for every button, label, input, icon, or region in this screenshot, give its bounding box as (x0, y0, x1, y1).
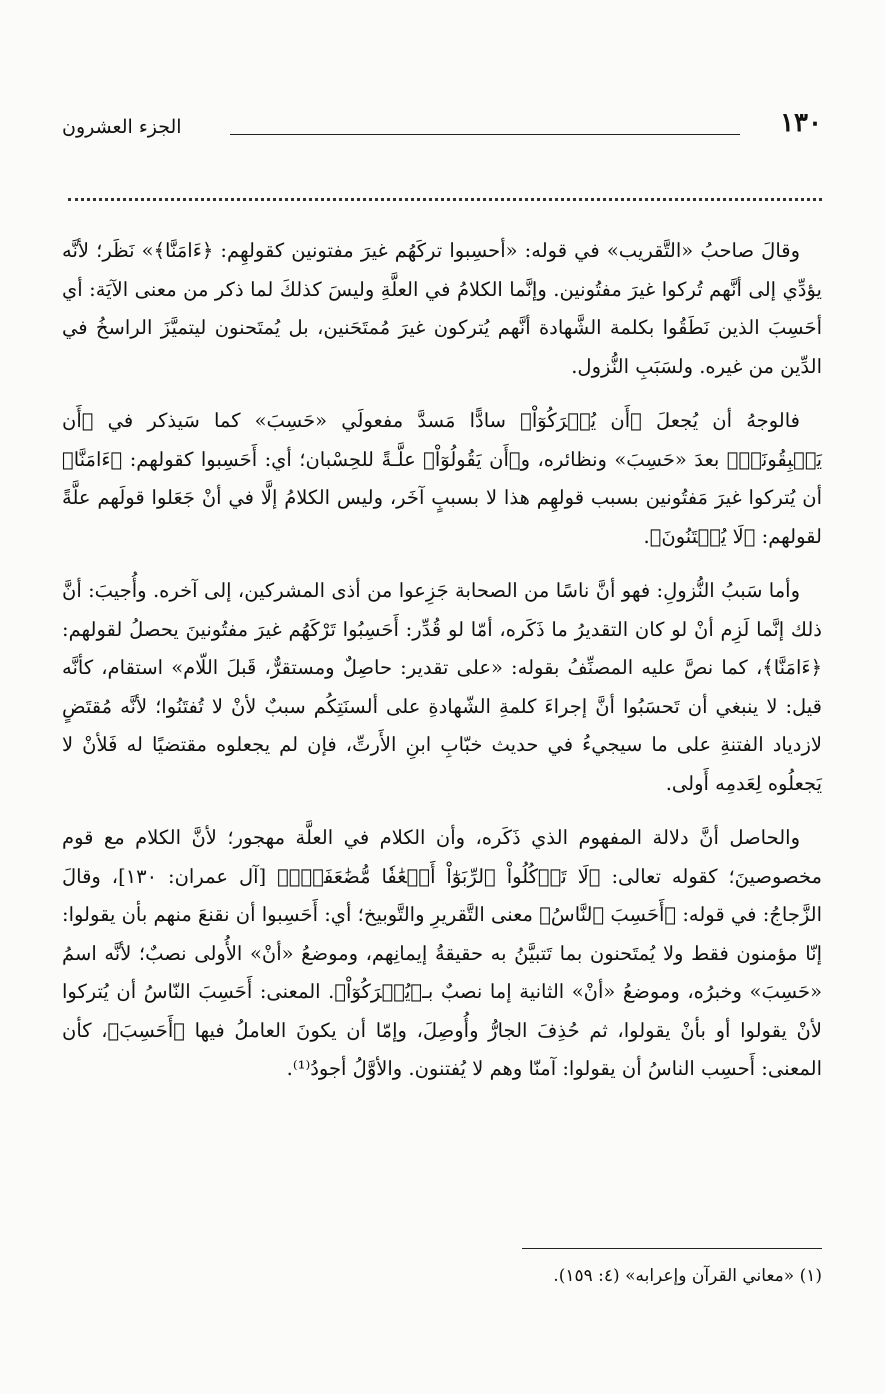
book-page (62, 0, 822, 1394)
paragraph: وقالَ صاحبُ «التَّقريب» في قوله: «أحسِبوا تركَهُم غيرَ مفتونين كقولهِم: ﴿ءَامَنَّا﴾» نَظَر؛ لأنَّه يؤدِّي إلى أنَّهم تُركوا غيرَ مفتُونين. وإنَّما الكلامُ في العلَّةِ وليسَ كذلكَ لما ذكر من معنى الآيَة: أي أحَسِبَ الذين نَطَقُوا بكلمة الشَّهادة أنَّهم يُتركون غيرَ مُمتَحَنين، بل يُمتَحنون ليتميَّزَ الراسخُ في الدِّين من غيره. ولسَبَبِ النُّزول. (62, 239, 822, 378)
page-number: ١٣٠ (780, 108, 822, 138)
paragraph: والحاصل أنَّ دلالة المفهوم الذي ذَكَره، وأن الكلام في العلَّة مهجور؛ لأنَّ الكلام مع قوم مخصوصينَ؛ كقوله تعالى: ﴿لَا تَأۡكُلُواْ ٱلرِّبَوٰٓاْ أَضۡعَٰفٗا مُّضَٰعَفَةٗۖ﴾ [آل عمران: ١٣٠]، وقالَ الزَّجاجُ: في قوله: ﴿أَحَسِبَ ٱلنَّاسُ﴾ معنى التَّقريرِ والتَّوبيخ؛ أي: أَحَسِبوا أن نقنعَ منهم بأن يقولوا: إنّا مؤمنون فقط ولا يُمتَحنون بما تَتبيَّنُ به حقيقةُ إيمانِهم، وموضعُ «أنْ» الأُولى نصبٌ؛ لأنَّه اسمُ «حَسِبَ» وخبرُه، وموضعُ «أنْ» الثانية إما نصبٌ بـ﴿يُتۡرَكُوٓاْ﴾. المعنى: أَحَسِبَ النّاسُ أن يُتركوا لأنْ يقولوا أو بأنْ يقولوا، ثم حُذِفَ الجارُّ وأُوصِلَ، وإمّا أن يكونَ العاملُ فيها ﴿أَحَسِبَ﴾، كأن المعنى: أَحسِب الناسُ أن يقولوا: آمنّا وهم لا يُفتنون. والأوَّلُ أجودُ⁽¹⁾. (62, 826, 822, 1080)
main-text (62, 232, 822, 1105)
paragraph: فالوجهُ أن يُجعلَ ﴿أَن يُتۡرَكُوٓاْ﴾ سادًّا مَسدَّ مفعولَي «حَسِبَ» كما سَيذكر في ﴿أَن يَسۡبِقُونَاۚ﴾ بعدَ «حَسِبَ» ونظائره، و﴿أَن يَقُولُوٓاْ﴾ علَّـةً للحِسْبان؛ أي: أَحَسِبوا كقولهم: ﴿ءَامَنَّا﴾ أن يُتركوا غيرَ مَفتُونين بسبب قولهِم هذا لا بسببٍ آخَر، وليس الكلامُ إلَّا في أنْ جَعَلوا قولَهم علَّةً لقولهم: ﴿لَا يُفۡتَنُونَ﴾. (62, 409, 822, 548)
footnote: (١) «معاني القرآن وإعرابه» (٤: ١٥٩). (553, 1266, 822, 1286)
header-rule (230, 134, 740, 135)
running-title: الجزء العشرون (62, 116, 182, 138)
dotted-separator (68, 198, 822, 201)
page-header (62, 108, 822, 148)
footnote-rule (522, 1248, 822, 1249)
paragraph: وأما سَببُ النُّزولِ: فهو أنَّ ناسًا من الصحابة جَزِعوا من أذى المشركين، إلى آخره. وأُجيبَ: أنَّ ذلك إنَّما لَزِم أنْ لو كان التقديرُ ما ذَكَره، أمّا لو قُدِّر: أَحَسِبُوا تَرْكَهُم غيرَ مفتُونينَ يحصلُ لقولهم: ﴿ءَامَنَّا﴾، كما نصَّ عليه المصنِّفُ بقوله: «على تقدير: حاصِلٌ ومستقرٌّ، قَبلَ اللّام» استقام، كأنَّه قيل: لا ينبغي أن تَحسَبُوا أنَّ إجراءَ كلمةِ الشّهادةِ على ألسنَتِكُم سببٌ لأنْ لا تُفتَنُوا؛ لأنَّه مُقتَضٍ لازدياد الفتنةِ على ما سيجيءُ في حديث خبّابِ ابنِ الأَرتِّ، فإن لم يجعلوه مقتضيًا له فَلأنْ لا يَجعلُوه لِعَدمِه أَولى. (62, 579, 822, 795)
